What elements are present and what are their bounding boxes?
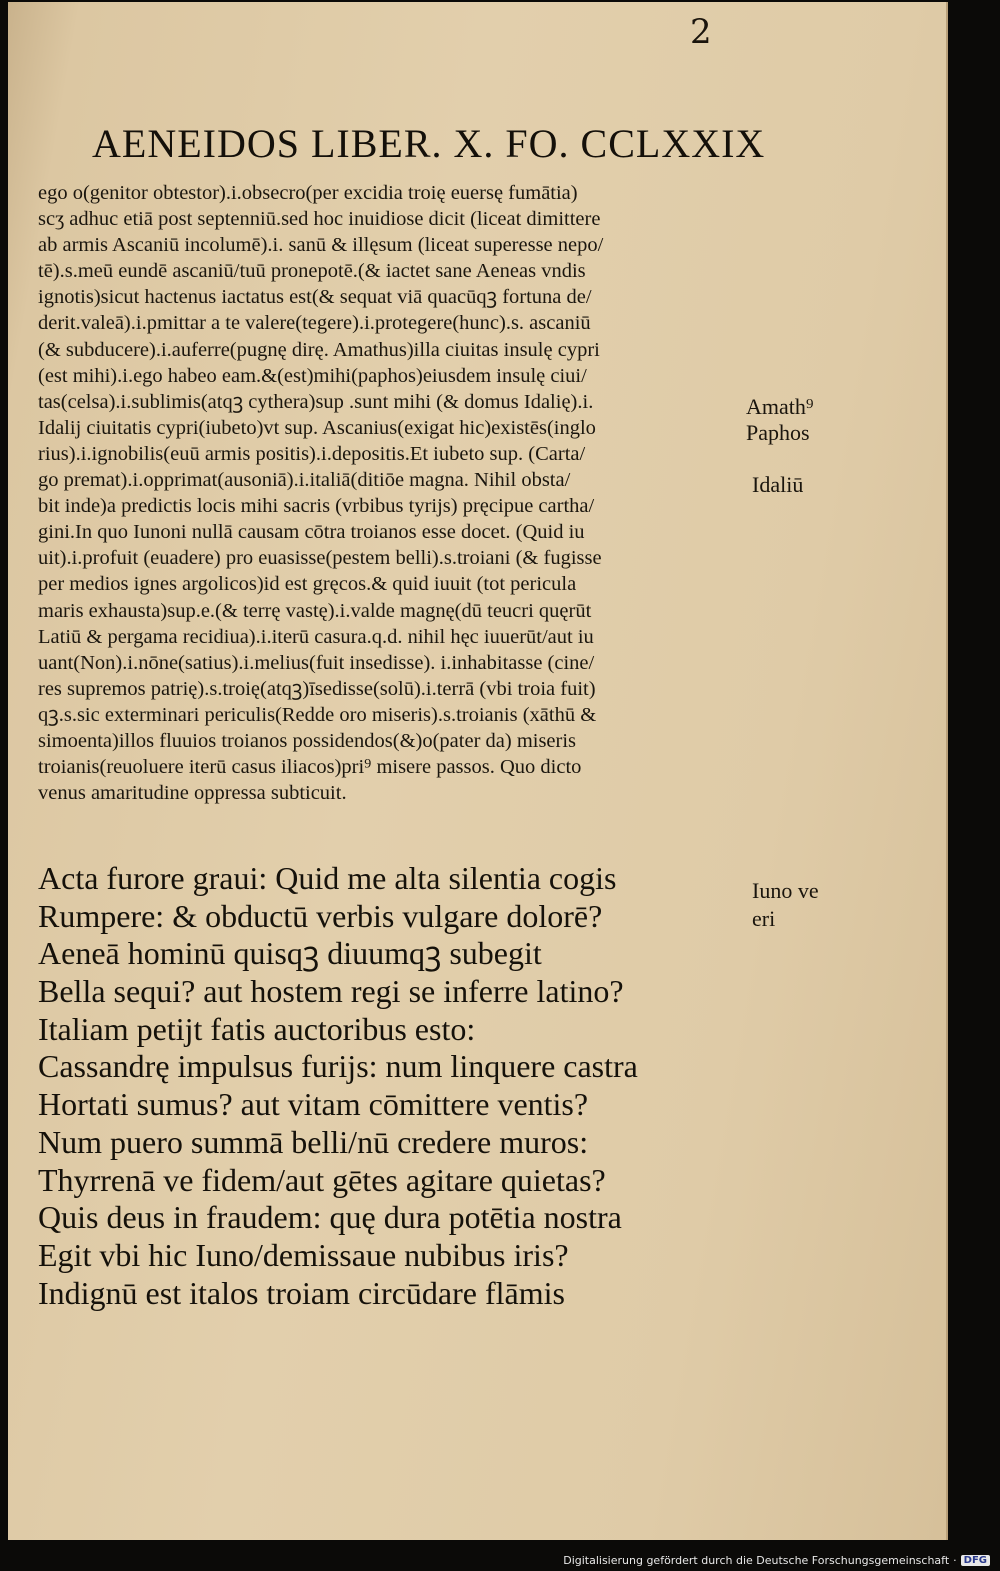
verse-block [38, 860, 738, 1312]
commentary-line: ignotis)sicut hactenus iactatus est(& sequat viā quacūqꝫ fortuna de/ [38, 286, 592, 309]
commentary-line: scʒ adhuc etiā post septenniū.sed hoc inuidiose dicit (liceat dimittere [38, 208, 601, 231]
commentary-line: (& subducere).i.auferre(pugnę dirę. Amathus)illa ciuitas insulę cypri [38, 338, 600, 361]
verse-line: Cassandrę impulsus furijs: num linquere castra [38, 1048, 638, 1085]
verse-line: Acta furore graui: Quid me alta silentia cogis [38, 860, 617, 896]
verse-line: Egit vbi hic Iuno/demissaue nubibus iris? [38, 1236, 569, 1273]
commentary-line: per medios ignes argolicos)id est gręcos.& quid iuuit (tot pericula [38, 573, 577, 596]
commentary-line: derit.valeā).i.pmittar a te valere(tegere).i.protegere(hunc).s. ascaniū [38, 312, 591, 335]
verse-line: Indignū est italos troiam circūdare flāmis [38, 1274, 565, 1311]
marginal-note-iuno-cont: eri [752, 906, 776, 931]
commentary-line: qꝫ.s.sic exterminari periculis(Redde oro miseris).s.troianis (xāthū & [38, 703, 597, 726]
commentary-line: uit).i.profuit (euadere) pro euasisse(pestem belli).s.troiani (& fugisse [38, 547, 602, 570]
verse-line: Hortati sumus? aut vitam cōmittere ventis? [38, 1086, 589, 1123]
commentary-line: rius).i.ignobilis(euū armis positis).i.depositis.Et iubeto sup. (Carta/ [38, 442, 586, 465]
commentary-line: uant(Non).i.nōne(satius).i.melius(fuit insedisse). i.inhabitasse (cine/ [38, 651, 595, 674]
commentary-line: ab armis Ascaniū incolumē).i. sanū & illęsum (liceat superesse nepo/ [38, 234, 604, 257]
verse-line: Thyrrenā ve fidem/aut gētes agitare quietas? [38, 1161, 606, 1198]
commentary-line: troianis(reuoluere iterū casus iliacos)pri⁹ misere passos. Quo dicto [38, 756, 582, 779]
dfg-logo: DFG [961, 1555, 990, 1566]
commentary-line: tē).s.meū eundē ascaniū/tuū pronepotē.(& iactet sane Aeneas vndis [38, 260, 586, 283]
commentary-line: simoenta)illos fluuios troianos possidendos(&)o(pater da) miseris [38, 729, 577, 752]
marginal-note-idalium: Idaliū [752, 472, 804, 497]
marginal-note-iuno: Iuno ve [752, 878, 819, 903]
commentary-line: venus amaritudine oppressa subticuit. [38, 782, 347, 805]
book-page [8, 2, 948, 1540]
commentary-block [38, 180, 758, 806]
verse-line: Rumpere: & obductū verbis vulgare dolorē? [38, 897, 603, 934]
commentary-line: Idalij ciuitatis cypri(iubeto)vt sup. Ascanius(exigat hic)existēs(inglo [38, 416, 596, 439]
commentary-line: ego o(genitor obtestor).i.obsecro(per excidia troię euersę fumātia) [38, 182, 578, 204]
running-head: AENEIDOS LIBER. X. FO. CCLXXIX [92, 121, 766, 166]
marginal-note-amathus: Amath⁹ [746, 394, 814, 419]
commentary-line: maris exhausta)sup.e.(& terrę vastę).i.valde magnę(dū teucri quęrūt [38, 599, 592, 622]
commentary-line: res supremos patrię).s.troię(atqꝫ)īsedisse(solū).i.terrā (vbi troia fuit) [38, 677, 596, 700]
commentary-line: go premat).i.opprimat(ausoniā).i.italiā(ditiōe magna. Nihil obsta/ [38, 469, 571, 492]
credit-text: Digitalisierung gefördert durch die Deutsche Forschungsgemeinschaft [563, 1554, 950, 1567]
marginal-note-paphos: Paphos [746, 420, 810, 445]
verse-line: Bella sequi? aut hostem regi se inferre latino? [38, 973, 624, 1010]
commentary-line: (est mihi).i.ego habeo eam.&(est)mihi(paphos)eiusdem insulę ciui/ [38, 364, 587, 387]
verse-line: Italiam petijt fatis auctoribus esto: [38, 1010, 476, 1047]
commentary-line: tas(celsa).i.sublimis(atqꝫ cythera)sup .sunt mihi (& domus Idalię).i. [38, 390, 594, 413]
verse-line: Aeneā hominū quisqꝫ diuumqꝫ subegit [38, 935, 542, 972]
verse-line: Quis deus in fraudem: quę dura potētia nostra [38, 1199, 622, 1236]
verse-line: Num puero summā belli/nū credere muros: [38, 1123, 589, 1160]
commentary-line: bit inde)a predictis locis mihi sacris (vrbibus tyrijs) pręcipue cartha/ [38, 495, 595, 518]
commentary-line: gini.In quo Iunoni nullā causam cōtra troianos esse docet. (Quid iu [38, 521, 585, 544]
corner-mark: 2 [690, 12, 712, 52]
digitization-credit: Digitalisierung gefördert durch die Deutsche Forschungsgemeinschaft · DFG [563, 1554, 990, 1567]
commentary-line: Latiū & pergama recidiua).i.iterū casura.q.d. nihil hęc iuuerūt/aut iu [38, 625, 594, 648]
